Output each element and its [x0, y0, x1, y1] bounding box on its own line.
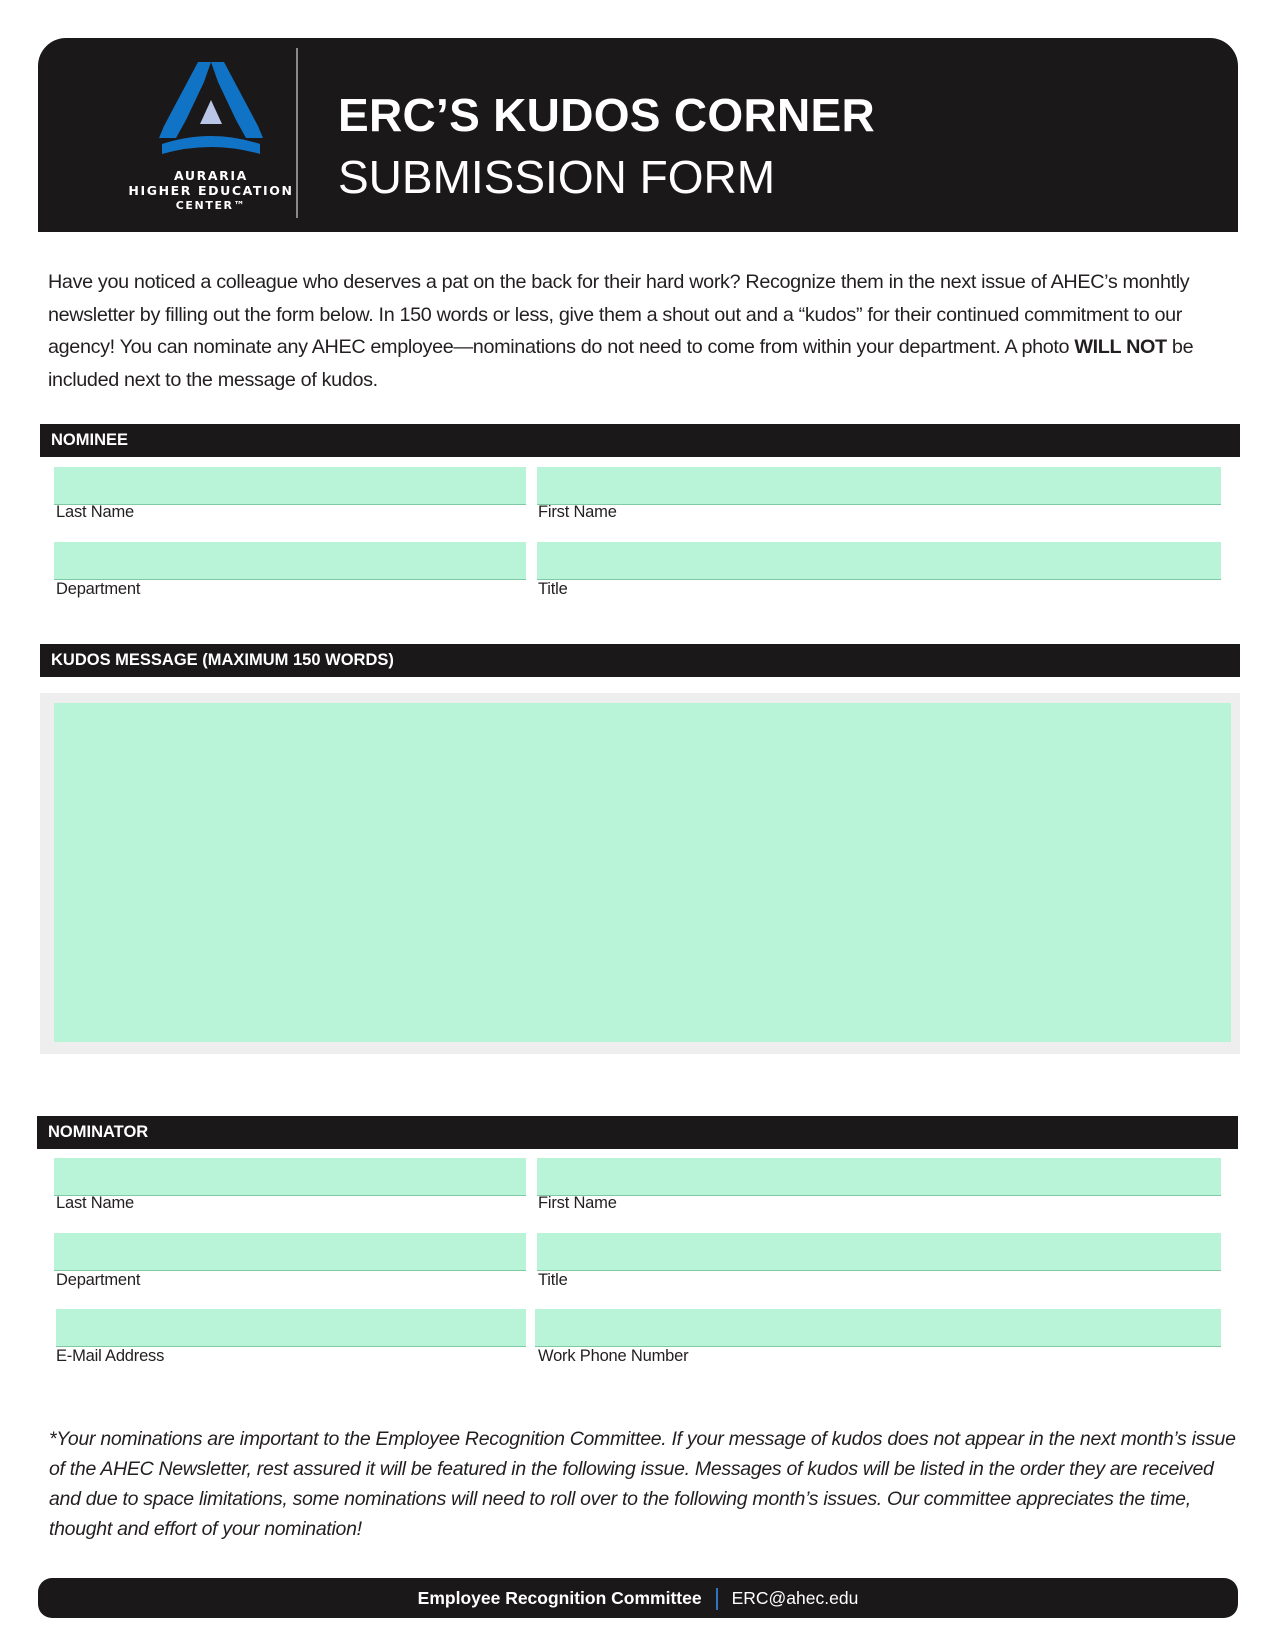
nominator-department-input[interactable] [54, 1233, 526, 1271]
header-divider [296, 48, 298, 218]
kudos-message-textarea[interactable] [54, 703, 1231, 1042]
header-banner [38, 38, 1238, 232]
nominee-department-input[interactable] [54, 542, 526, 580]
nominator-department-label: Department [56, 1271, 141, 1289]
form-subtitle: SUBMISSION FORM [338, 151, 776, 203]
kudos-message-section-header: KUDOS MESSAGE (MAXIMUM 150 WORDS) [40, 644, 1240, 677]
logo-line-3: CENTER™ [175, 199, 247, 212]
nominator-first-name-input[interactable] [537, 1158, 1221, 1196]
nominee-last-name-input[interactable] [54, 467, 526, 505]
nominator-phone-input[interactable] [535, 1309, 1221, 1347]
intro-text-2: be included next to the message of kudos. [48, 336, 1194, 391]
footer-committee-name: Employee Recognition Committee [417, 1588, 702, 1608]
nominator-phone-label: Work Phone Number [538, 1347, 689, 1365]
logo-line-1: AURARIA [174, 168, 248, 183]
nominator-title-input[interactable] [537, 1233, 1221, 1271]
logo-line-2: HIGHER EDUCATION [128, 183, 294, 198]
ahec-logo-icon [156, 60, 266, 168]
nominee-title-label: Title [538, 580, 568, 598]
nominator-last-name-label: Last Name [56, 1194, 134, 1212]
nominator-email-label: E-Mail Address [56, 1347, 165, 1365]
nominator-title-label: Title [538, 1271, 568, 1289]
ahec-logo [116, 60, 306, 215]
nominee-first-name-input[interactable] [537, 467, 1221, 505]
intro-text-1: Have you noticed a colleague who deserves a pat on the back for their hard work? Recognize them in the next issue of AHEC’s monhtly newsletter by filling out the form below. In 150 words or less, give them a shout out and a “kudos” for their continued commitment to our agency! You can nominate any AHEC employee—nominations do not need to come from within your department. A photo [48, 271, 1190, 359]
nominator-last-name-input[interactable] [54, 1158, 526, 1196]
nominee-first-name-label: First Name [538, 503, 617, 521]
footer-bar [38, 1578, 1238, 1618]
form-title: ERC’S KUDOS CORNER [338, 89, 876, 141]
nominee-section-header: NOMINEE [40, 424, 1240, 457]
intro-emphasis: WILL NOT [1074, 336, 1167, 359]
footer-separator [716, 1588, 718, 1610]
footnote-paragraph: *Your nominations are important to the Employee Recognition Committee. If your message of kudos does not appear in the next month’s issue of the AHEC Newsletter, rest assured it will be featured in the following issue. Messages of kudos will be listed in the order they are received and due to space limitations, some nominations will need to roll over to the following month’s issues. Our committee appreciates the time, thought and effort of your nomination! [49, 1428, 1236, 1540]
nominee-last-name-label: Last Name [56, 503, 134, 521]
nominator-email-input[interactable] [56, 1309, 526, 1347]
intro-paragraph [48, 266, 1230, 396]
footer-email-link[interactable]: ERC@ahec.edu [731, 1588, 859, 1608]
nominator-first-name-label: First Name [538, 1194, 617, 1212]
nominee-department-label: Department [56, 580, 141, 598]
nominee-title-input[interactable] [537, 542, 1221, 580]
nominator-section-header: NOMINATOR [37, 1116, 1238, 1149]
